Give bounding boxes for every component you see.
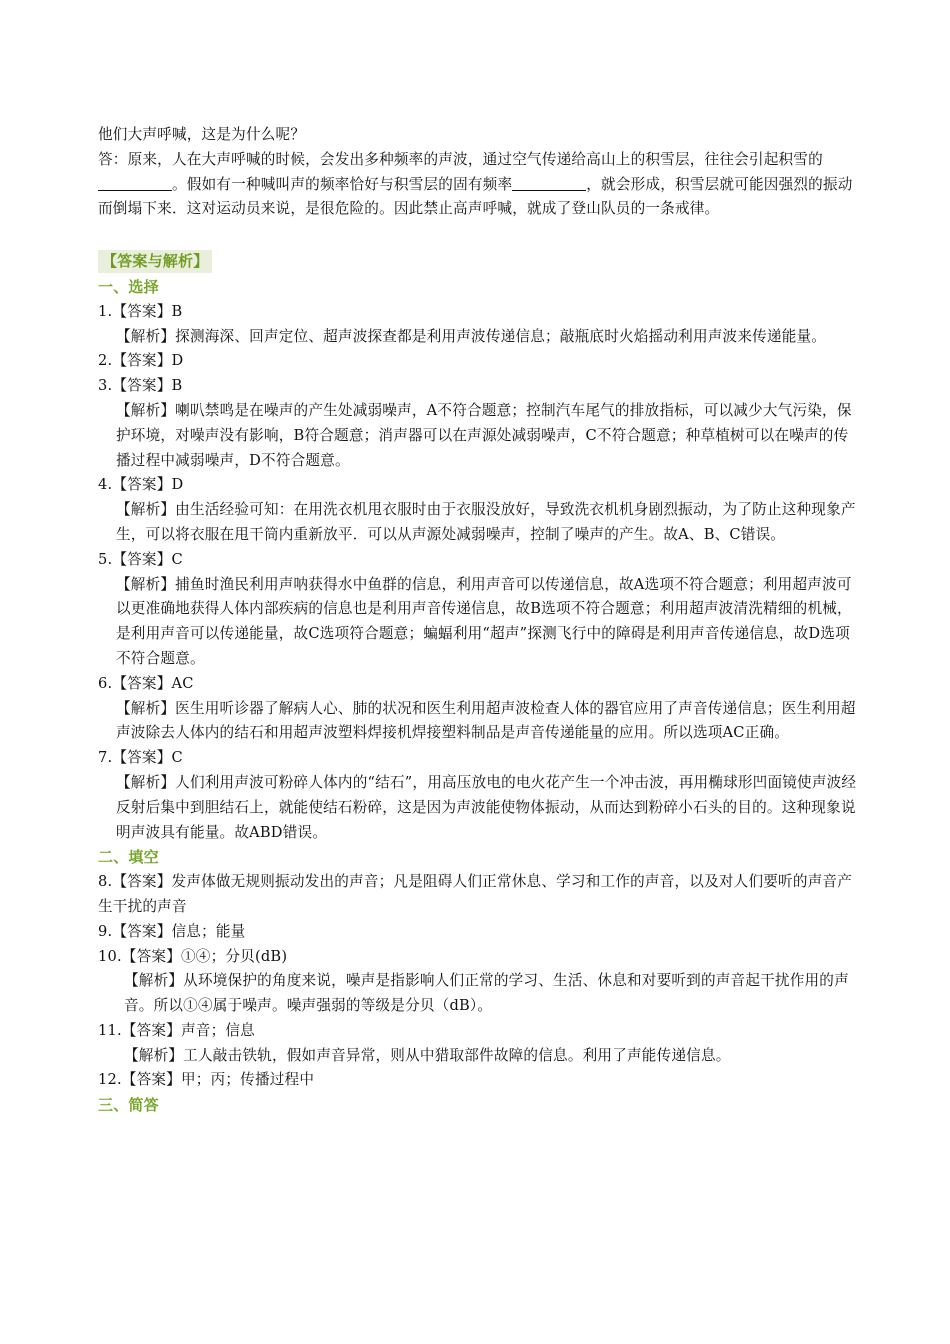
answer-1: 1.【答案】B bbox=[98, 302, 183, 320]
document-body bbox=[98, 123, 858, 1118]
answer-3: 3.【答案】B bbox=[98, 377, 183, 395]
intro-answer bbox=[98, 148, 858, 222]
answer-10: 10.【答案】①④；分贝(dB) bbox=[98, 947, 288, 965]
analysis-10: 【解析】从环境保护的角度来说，噪声是指影响人们正常的学习、生活、休息和对要听到的声音起干扰作用的声音。所以①④属于噪声。噪声强弱的等级是分贝（dB）。 bbox=[124, 972, 849, 1015]
answer-2: 2.【答案】D bbox=[98, 352, 184, 370]
section-heading-short-answer: 三、简答 bbox=[98, 1096, 159, 1115]
analysis-5: 【解析】捕鱼时渔民利用声呐获得水中鱼群的信息，利用声音可以传递信息，故A选项不符合题意；利用超声波可以更准确地获得人体内部疾病的信息也是利用声音传递信息，故B选项不符合题意；利用超声波清洗精细的机械，是利用声音可以传递能量，故C选项符合题意；蝙蝠利用“超声”探测飞行中的障碍是利用声音传递信息，故D选项不符合题意。 bbox=[116, 575, 852, 667]
analysis-4: 【解析】由生活经验可知：在用洗衣机甩衣服时由于衣服没放好，导致洗衣机机身剧烈振动，为了防止这种现象产生，可以将衣服在甩干筒内重新放平．可以从声源处减弱噪声，控制了噪声的产生。故A、B、C错误。 bbox=[116, 501, 856, 543]
answer-11: 11.【答案】声音；信息 bbox=[98, 1021, 255, 1039]
answer-analysis-heading: 【答案与解析】 bbox=[98, 250, 212, 273]
analysis-1: 【解析】探测海深、回声定位、超声波探查都是利用声波传递信息；敲瓶底时火焰摇动利用声波来传递能量。 bbox=[116, 327, 827, 345]
answer-9: 9.【答案】信息；能量 bbox=[98, 922, 246, 940]
intro-answer-part-2: 。假如有一种喊叫声的频率恰好与积雪层的固有频率 bbox=[172, 175, 513, 193]
answer-6: 6.【答案】AC bbox=[98, 674, 194, 692]
section-heading-fill: 二、填空 bbox=[98, 848, 159, 867]
intro-question: 他们大声呼喊，这是为什么呢？ bbox=[98, 126, 306, 143]
section-heading-choice: 一、选择 bbox=[98, 277, 159, 296]
analysis-3: 【解析】喇叭禁鸣是在噪声的产生处减弱噪声，A不符合题意；控制汽车尾气的排放指标，可以减少大气污染，保护环境，对噪声没有影响，B符合题意；消声器可以在声源处减弱噪声，C不符合题意；种草植树可以在噪声的传播过程中减弱噪声，D不符合题意。 bbox=[116, 401, 852, 469]
answer-12: 12.【答案】甲；丙；传播过程中 bbox=[98, 1071, 315, 1089]
answer-4: 4.【答案】D bbox=[98, 476, 184, 494]
intro-answer-part-1: 答：原来，人在大声呼喊的时候，会发出多种频率的声波，通过空气传递给高山上的积雪层，往往会引起积雪的 bbox=[98, 150, 823, 168]
analysis-11: 【解析】工人敲击铁轨，假如声音异常，则从中猎取部件故障的信息。利用了声能传递信息。 bbox=[124, 1046, 731, 1064]
fill-blank-2 bbox=[512, 174, 586, 191]
answer-5: 5.【答案】C bbox=[98, 550, 183, 568]
intro-answer-part-3: ，就会形成，积雪层就可能因强烈的振动而倒塌下来．这对运动员来说，是很危险的。因此禁止高声呼喊，就成了登山队员的一条戒律。 bbox=[98, 175, 853, 218]
fill-blank-1 bbox=[98, 174, 172, 191]
analysis-7: 【解析】人们利用声波可粉碎人体内的“结石”，用高压放电的电火花产生一个冲击波，再用椭球形凹面镜使声波经反射后集中到胆结石上，就能使结石粉碎，这是因为声波能使物体振动，从而达到粉碎小石头的目的。这种现象说明声波具有能量。故ABD错误。 bbox=[116, 773, 857, 841]
analysis-6: 【解析】医生用听诊器了解病人心、肺的状况和医生利用超声波检查人体的器官应用了声音传递信息；医生利用超声波除去人体内的结石和用超声波塑料焊接机焊接塑料制品是声音传递能量的应用。所以选项AC正确。 bbox=[116, 699, 856, 742]
answer-7: 7.【答案】C bbox=[98, 749, 183, 767]
answer-8: 8.【答案】发声体做无规则振动发出的声音；凡是阻碍人们正常休息、学习和工作的声音，以及对人们要听的声音产生干扰的声音 bbox=[98, 873, 853, 915]
